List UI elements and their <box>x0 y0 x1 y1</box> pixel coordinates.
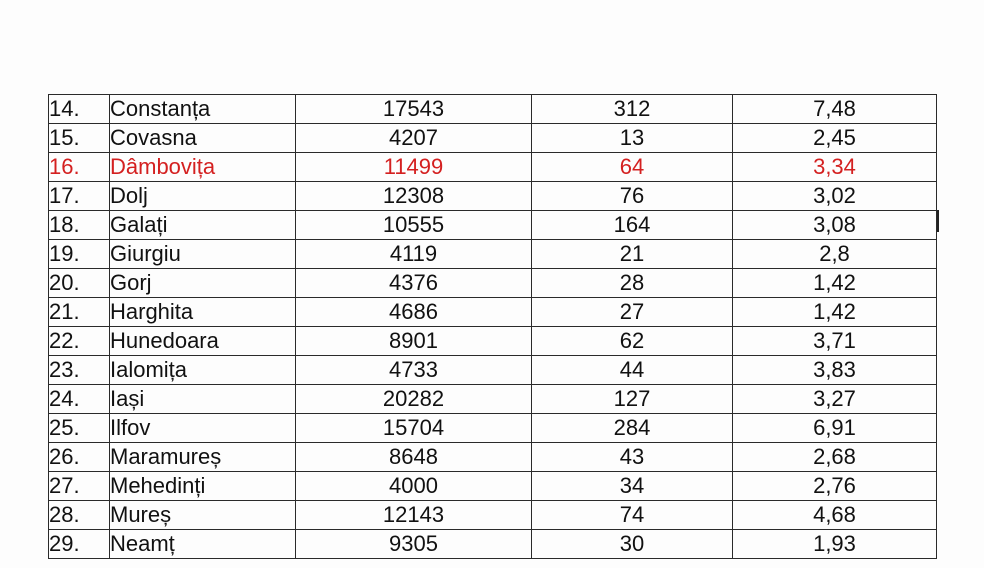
row-number: 19. <box>49 240 110 269</box>
value-col-b: 127 <box>532 385 733 414</box>
value-col-b: 64 <box>532 153 733 182</box>
value-col-b: 34 <box>532 472 733 501</box>
row-number: 16. <box>49 153 110 182</box>
table-row <box>49 95 937 124</box>
value-col-b: 13 <box>532 124 733 153</box>
table-row <box>49 327 937 356</box>
row-number: 22. <box>49 327 110 356</box>
text-cursor-mark <box>937 210 939 232</box>
table-row <box>49 385 937 414</box>
value-col-c: 3,34 <box>733 153 937 182</box>
county-statistics-table <box>48 94 937 559</box>
county-name: Giurgiu <box>110 240 296 269</box>
table-row <box>49 211 937 240</box>
table-body <box>49 95 937 559</box>
value-col-a: 12308 <box>296 182 532 211</box>
row-number: 26. <box>49 443 110 472</box>
row-number: 18. <box>49 211 110 240</box>
value-col-a: 4376 <box>296 269 532 298</box>
county-name: Galați <box>110 211 296 240</box>
county-name: Neamț <box>110 530 296 559</box>
value-col-a: 9305 <box>296 530 532 559</box>
value-col-a: 4686 <box>296 298 532 327</box>
row-number: 20. <box>49 269 110 298</box>
row-number: 21. <box>49 298 110 327</box>
county-name: Covasna <box>110 124 296 153</box>
value-col-c: 2,45 <box>733 124 937 153</box>
value-col-a: 8648 <box>296 443 532 472</box>
county-name: Ilfov <box>110 414 296 443</box>
row-number: 24. <box>49 385 110 414</box>
table-row <box>49 414 937 443</box>
row-number: 29. <box>49 530 110 559</box>
row-number: 25. <box>49 414 110 443</box>
value-col-b: 30 <box>532 530 733 559</box>
county-name: Ialomița <box>110 356 296 385</box>
county-name: Hunedoara <box>110 327 296 356</box>
row-number: 28. <box>49 501 110 530</box>
value-col-c: 2,8 <box>733 240 937 269</box>
value-col-c: 6,91 <box>733 414 937 443</box>
value-col-c: 7,48 <box>733 95 937 124</box>
county-name: Iași <box>110 385 296 414</box>
value-col-b: 76 <box>532 182 733 211</box>
value-col-a: 4119 <box>296 240 532 269</box>
value-col-c: 3,27 <box>733 385 937 414</box>
row-number: 27. <box>49 472 110 501</box>
value-col-b: 164 <box>532 211 733 240</box>
value-col-c: 3,83 <box>733 356 937 385</box>
value-col-a: 17543 <box>296 95 532 124</box>
county-name: Mureș <box>110 501 296 530</box>
value-col-a: 12143 <box>296 501 532 530</box>
value-col-c: 3,71 <box>733 327 937 356</box>
county-name: Constanța <box>110 95 296 124</box>
row-number: 14. <box>49 95 110 124</box>
table-viewport <box>48 94 936 556</box>
value-col-c: 1,42 <box>733 298 937 327</box>
value-col-a: 4733 <box>296 356 532 385</box>
value-col-b: 284 <box>532 414 733 443</box>
county-name: Harghita <box>110 298 296 327</box>
county-name: Gorj <box>110 269 296 298</box>
table-row <box>49 501 937 530</box>
value-col-c: 3,08 <box>733 211 937 240</box>
table-row <box>49 472 937 501</box>
value-col-b: 62 <box>532 327 733 356</box>
row-number: 23. <box>49 356 110 385</box>
value-col-c: 2,76 <box>733 472 937 501</box>
value-col-b: 312 <box>532 95 733 124</box>
county-name: Dâmbovița <box>110 153 296 182</box>
value-col-a: 11499 <box>296 153 532 182</box>
table-row <box>49 530 937 559</box>
table-row <box>49 182 937 211</box>
table-row <box>49 240 937 269</box>
county-name: Dolj <box>110 182 296 211</box>
value-col-c: 1,93 <box>733 530 937 559</box>
county-name: Maramureș <box>110 443 296 472</box>
value-col-b: 27 <box>532 298 733 327</box>
value-col-a: 4207 <box>296 124 532 153</box>
value-col-a: 8901 <box>296 327 532 356</box>
county-name: Mehedinți <box>110 472 296 501</box>
table-row <box>49 269 937 298</box>
value-col-a: 10555 <box>296 211 532 240</box>
value-col-c: 1,42 <box>733 269 937 298</box>
value-col-a: 4000 <box>296 472 532 501</box>
value-col-a: 15704 <box>296 414 532 443</box>
value-col-c: 2,68 <box>733 443 937 472</box>
value-col-b: 43 <box>532 443 733 472</box>
value-col-b: 21 <box>532 240 733 269</box>
value-col-c: 4,68 <box>733 501 937 530</box>
value-col-b: 44 <box>532 356 733 385</box>
value-col-b: 74 <box>532 501 733 530</box>
table-row <box>49 298 937 327</box>
table-row-highlighted <box>49 153 937 182</box>
table-row <box>49 124 937 153</box>
row-number: 15. <box>49 124 110 153</box>
value-col-c: 3,02 <box>733 182 937 211</box>
table-row <box>49 356 937 385</box>
row-number: 17. <box>49 182 110 211</box>
value-col-a: 20282 <box>296 385 532 414</box>
value-col-b: 28 <box>532 269 733 298</box>
table-row <box>49 443 937 472</box>
